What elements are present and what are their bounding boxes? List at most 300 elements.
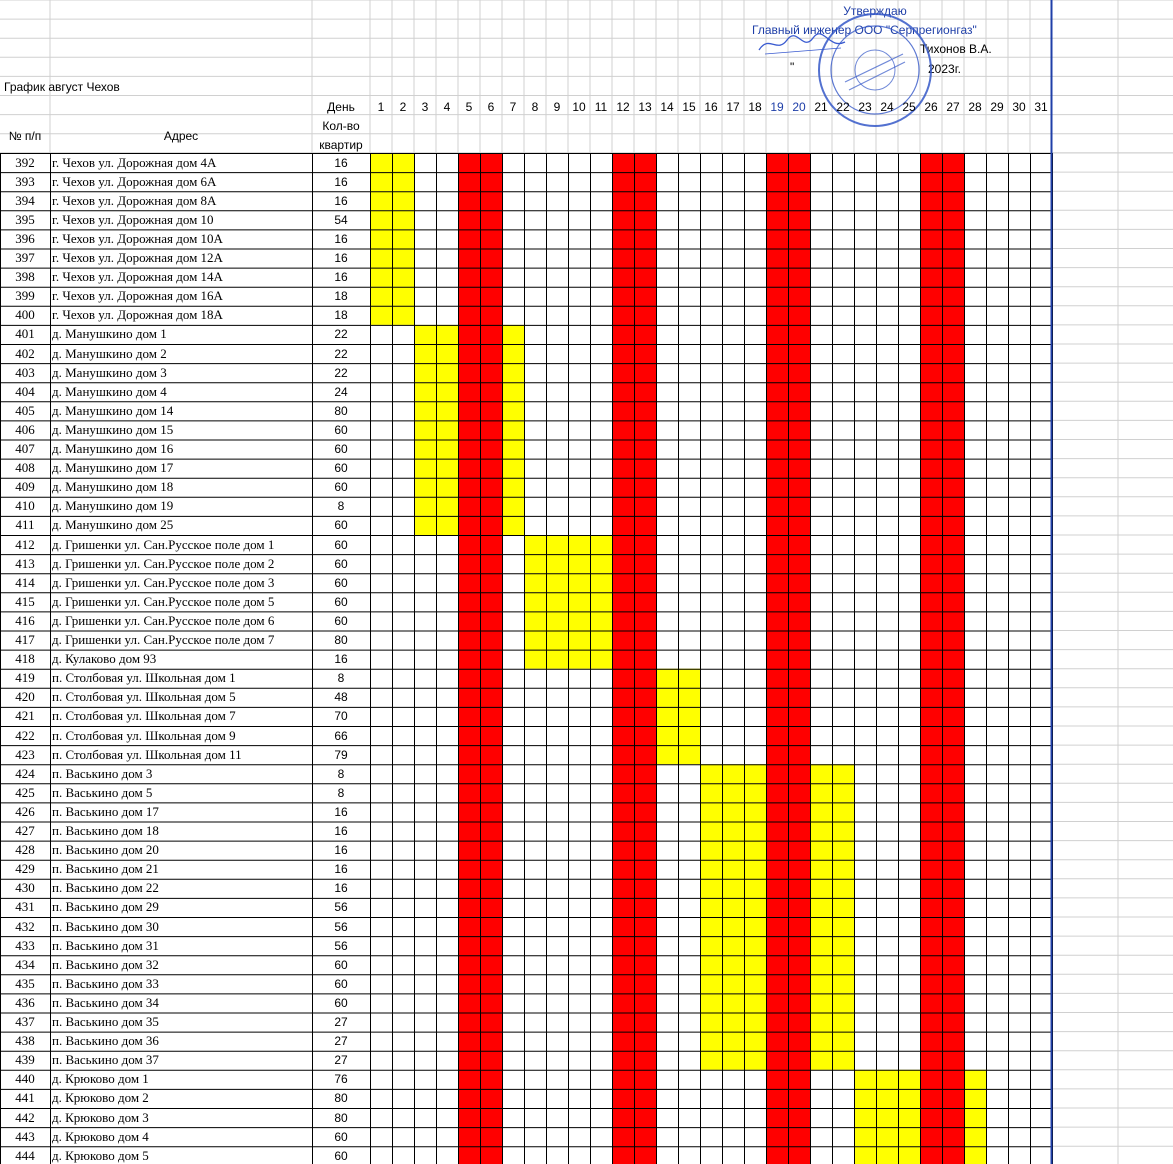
schedule-cell-yellow	[590, 650, 612, 669]
schedule-cell-yellow	[700, 822, 722, 841]
schedule-cell-yellow	[744, 783, 766, 802]
schedule-cell-yellow	[810, 898, 832, 917]
schedule-cell-yellow	[436, 459, 458, 478]
schedule-cell-yellow	[832, 917, 854, 936]
day-header-cell: 23	[858, 100, 872, 114]
schedule-cell-yellow	[700, 898, 722, 917]
schedule-cell-yellow	[590, 573, 612, 592]
schedule-cell-yellow	[722, 860, 744, 879]
row-number: 400	[15, 307, 35, 323]
schedule-cell-yellow	[370, 153, 392, 172]
schedule-cell-yellow	[832, 860, 854, 879]
schedule-cell-yellow	[722, 936, 744, 955]
schedule-cell-yellow	[722, 1013, 744, 1032]
row-number: 407	[15, 441, 35, 456]
row-address: п. Васькино дом 33	[52, 975, 159, 991]
schedule-cell-yellow	[810, 783, 832, 802]
row-address: п. Васькино дом 5	[52, 784, 153, 800]
schedule-cell-yellow	[546, 631, 568, 650]
row-number: 418	[15, 651, 35, 667]
row-flat-count: 27	[334, 1015, 348, 1029]
row-flat-count: 56	[334, 900, 348, 915]
schedule-cell-yellow	[392, 153, 414, 172]
row-flat-count: 27	[334, 1034, 348, 1049]
row-number: 421	[15, 708, 35, 724]
sheet-title: График август Чехов	[4, 80, 120, 94]
schedule-cell-yellow	[700, 860, 722, 879]
schedule-cell-yellow	[590, 611, 612, 630]
row-flat-count: 66	[334, 728, 348, 743]
day-header-cell: 24	[880, 100, 894, 114]
schedule-cell-yellow	[678, 745, 700, 764]
schedule-cell-yellow	[722, 783, 744, 802]
schedule-cell-yellow	[392, 306, 414, 325]
schedule-cell-yellow	[744, 860, 766, 879]
schedule-cell-yellow	[832, 993, 854, 1012]
row-number: 430	[15, 880, 35, 896]
row-flat-count: 60	[334, 976, 348, 991]
row-number: 443	[15, 1128, 35, 1144]
row-address: п. Васькино дом 29	[52, 899, 159, 915]
schedule-cell-yellow	[568, 611, 590, 630]
weekend-red-column	[766, 153, 788, 1164]
day-header-cell: 16	[704, 100, 718, 114]
schedule-cell-yellow	[744, 917, 766, 936]
schedule-cell-yellow	[524, 573, 546, 592]
row-flat-count: 56	[334, 938, 348, 953]
row-flat-count: 16	[334, 251, 348, 265]
schedule-cell-yellow	[656, 688, 678, 707]
schedule-cell-yellow	[436, 344, 458, 363]
schedule-cell-yellow	[700, 936, 722, 955]
schedule-cell-yellow	[568, 573, 590, 592]
row-number: 395	[15, 211, 35, 227]
row-flat-count: 60	[334, 461, 348, 476]
row-address: д. Манушкино дом 1	[52, 326, 167, 342]
row-flat-count: 60	[334, 957, 348, 972]
day-header-cell: 19	[770, 100, 784, 114]
row-flat-count: 16	[334, 824, 348, 838]
row-number: 406	[15, 421, 35, 437]
day-header-cell: 30	[1012, 100, 1026, 114]
schedule-cell-yellow	[700, 1051, 722, 1070]
row-flat-count: 79	[334, 747, 348, 762]
row-flat-count: 16	[334, 881, 348, 896]
schedule-cell-yellow	[414, 401, 436, 420]
schedule-cell-yellow	[656, 726, 678, 745]
schedule-cell-yellow	[524, 535, 546, 554]
row-flat-count: 18	[334, 308, 348, 323]
schedule-cell-yellow	[678, 688, 700, 707]
schedule-cell-yellow	[832, 841, 854, 860]
row-number: 396	[15, 230, 35, 246]
row-flat-count: 60	[334, 556, 348, 571]
schedule-cell-yellow	[502, 497, 524, 516]
schedule-cell-yellow	[832, 822, 854, 841]
schedule-cell-yellow	[744, 879, 766, 898]
row-flat-count: 76	[334, 1072, 348, 1087]
row-flat-count: 80	[334, 633, 348, 647]
schedule-cell-yellow	[370, 287, 392, 306]
row-flat-count: 22	[334, 365, 348, 380]
row-number: 442	[15, 1109, 35, 1125]
schedule-cell-yellow	[810, 955, 832, 974]
schedule-cell-yellow	[876, 1089, 898, 1108]
row-flat-count: 60	[334, 518, 348, 533]
weekend-red-column	[634, 153, 656, 1164]
row-address: д. Гришенки ул. Сан.Русское поле дом 5	[52, 593, 275, 609]
schedule-cell-yellow	[832, 764, 854, 783]
row-number: 444	[15, 1147, 35, 1163]
schedule-cell-yellow	[700, 1032, 722, 1051]
row-flat-count: 60	[334, 442, 348, 456]
approval-line2: Главный инженер ООО "Серпрегионгаз"	[752, 23, 977, 37]
schedule-cell-yellow	[810, 936, 832, 955]
schedule-cell-yellow	[964, 1108, 986, 1127]
row-flat-count: 48	[334, 690, 348, 705]
schedule-cell-yellow	[436, 478, 458, 497]
schedule-cell-yellow	[810, 841, 832, 860]
row-address: п. Васькино дом 32	[52, 956, 159, 972]
schedule-cell-yellow	[546, 611, 568, 630]
schedule-cell-yellow	[414, 325, 436, 344]
schedule-cell-yellow	[810, 1051, 832, 1070]
schedule-cell-yellow	[700, 1013, 722, 1032]
row-flat-count: 60	[334, 575, 348, 590]
row-flat-count: 60	[334, 995, 348, 1010]
schedule-cell-yellow	[722, 974, 744, 993]
schedule-cell-yellow	[722, 802, 744, 821]
schedule-cell-yellow	[700, 917, 722, 936]
row-address: д. Манушкино дом 19	[52, 498, 174, 514]
schedule-cell-yellow	[436, 401, 458, 420]
schedule-cell-yellow	[744, 802, 766, 821]
row-number: 397	[15, 250, 35, 265]
row-number: 431	[15, 899, 35, 915]
approval-year: 2023г.	[928, 62, 961, 76]
day-header-cell: 15	[682, 100, 696, 114]
schedule-cell-yellow	[854, 1070, 876, 1089]
schedule-cell-yellow	[700, 879, 722, 898]
row-address: п. Васькино дом 36	[52, 1033, 159, 1049]
schedule-cell-yellow	[810, 822, 832, 841]
row-flat-count: 8	[337, 499, 345, 514]
schedule-cell-yellow	[568, 535, 590, 554]
schedule-cell-yellow	[964, 1146, 986, 1164]
schedule-cell-yellow	[832, 1051, 854, 1070]
row-address: д. Манушкино дом 2	[52, 345, 167, 361]
day-header-cell: 4	[443, 100, 451, 114]
row-address: д. Манушкино дом 18	[52, 479, 174, 495]
schedule-cell-yellow	[568, 650, 590, 669]
schedule-cell-yellow	[876, 1127, 898, 1146]
row-number: 420	[15, 689, 35, 705]
row-number: 415	[15, 593, 35, 609]
schedule-cell-yellow	[656, 669, 678, 688]
row-address: д. Манушкино дом 17	[52, 460, 174, 476]
schedule-cell-yellow	[876, 1070, 898, 1089]
row-address: д. Гришенки ул. Сан.Русское поле дом 6	[52, 612, 275, 628]
schedule-cell-yellow	[898, 1089, 920, 1108]
row-flat-count: 60	[334, 480, 348, 495]
schedule-cell-yellow	[810, 1032, 832, 1051]
row-number: 410	[15, 498, 35, 514]
row-address: п. Столбовая ул. Школьная дом 11	[52, 746, 242, 762]
schedule-cell-yellow	[568, 554, 590, 573]
row-number: 392	[15, 154, 35, 170]
schedule-cell-yellow	[568, 592, 590, 611]
schedule-cell-yellow	[392, 249, 414, 268]
row-address: п. Васькино дом 30	[52, 918, 159, 934]
row-flat-count: 70	[334, 709, 348, 724]
row-number: 409	[15, 479, 35, 495]
schedule-cell-yellow	[722, 955, 744, 974]
row-address: п. Васькино дом 17	[52, 803, 159, 819]
schedule-cell-yellow	[590, 631, 612, 650]
day-header-cell: 12	[616, 100, 630, 114]
row-address: д. Крюково дом 1	[52, 1071, 149, 1087]
row-address: г. Чехов ул. Дорожная дом 4А	[52, 154, 217, 170]
schedule-cell-yellow	[964, 1089, 986, 1108]
schedule-cell-yellow	[546, 650, 568, 669]
schedule-cell-yellow	[854, 1108, 876, 1127]
schedule-cell-yellow	[832, 974, 854, 993]
schedule-cell-yellow	[744, 1032, 766, 1051]
row-address: д. Гришенки ул. Сан.Русское поле дом 2	[52, 555, 275, 571]
schedule-cell-yellow	[700, 974, 722, 993]
schedule-cell-yellow	[854, 1146, 876, 1164]
day-header-cell: 31	[1034, 100, 1048, 114]
schedule-cell-yellow	[964, 1070, 986, 1089]
row-address: г. Чехов ул. Дорожная дом 8А	[52, 192, 217, 208]
header-flats-line1: Кол-во	[322, 119, 360, 133]
schedule-cell-yellow	[832, 802, 854, 821]
schedule-cell-yellow	[832, 879, 854, 898]
schedule-cell-yellow	[700, 802, 722, 821]
schedule-cell-yellow	[414, 344, 436, 363]
schedule-cell-yellow	[436, 440, 458, 459]
row-number: 404	[15, 383, 35, 399]
row-address: г. Чехов ул. Дорожная дом 6А	[52, 173, 217, 189]
schedule-cell-yellow	[502, 382, 524, 401]
approval-date-quote: "	[790, 60, 795, 74]
schedule-cell-yellow	[414, 516, 436, 535]
row-flat-count: 22	[334, 327, 348, 342]
schedule-cell-yellow	[744, 993, 766, 1012]
row-flat-count: 8	[337, 671, 345, 686]
day-header-cell: 27	[946, 100, 960, 114]
schedule-cell-yellow	[700, 783, 722, 802]
row-address: п. Васькино дом 22	[52, 880, 159, 896]
schedule-cell-yellow	[722, 1032, 744, 1051]
row-number: 408	[15, 460, 35, 476]
schedule-cell-yellow	[810, 764, 832, 783]
day-header-cell: 8	[531, 100, 539, 114]
row-number: 436	[15, 994, 35, 1010]
row-number: 425	[15, 784, 35, 800]
row-flat-count: 18	[334, 289, 348, 304]
row-number: 422	[15, 727, 35, 743]
schedule-cell-yellow	[744, 841, 766, 860]
day-header-cell: 14	[660, 100, 674, 114]
schedule-cell-yellow	[744, 974, 766, 993]
schedule-cell-yellow	[436, 516, 458, 535]
day-header-cell: 21	[814, 100, 828, 114]
schedule-cell-yellow	[876, 1146, 898, 1164]
row-address: п. Столбовая ул. Школьная дом 7	[52, 708, 236, 724]
row-address: д. Гришенки ул. Сан.Русское поле дом 1	[52, 536, 275, 552]
schedule-cell-yellow	[502, 440, 524, 459]
schedule-cell-yellow	[744, 764, 766, 783]
schedule-cell-yellow	[810, 1013, 832, 1032]
day-header-cell: 18	[748, 100, 762, 114]
schedule-cell-yellow	[546, 592, 568, 611]
schedule-cell-yellow	[898, 1127, 920, 1146]
schedule-cell-yellow	[414, 478, 436, 497]
day-header-cell: 5	[465, 100, 473, 114]
row-address: д. Крюково дом 4	[52, 1128, 149, 1144]
schedule-cell-yellow	[898, 1070, 920, 1089]
schedule-cell-yellow	[832, 1032, 854, 1051]
weekend-red-column	[920, 153, 942, 1164]
row-address: п. Васькино дом 18	[52, 823, 159, 838]
day-header-cell: 2	[399, 100, 407, 114]
schedule-cell-yellow	[392, 191, 414, 210]
row-flat-count: 16	[334, 174, 348, 189]
schedule-cell-yellow	[656, 707, 678, 726]
row-number: 419	[15, 670, 35, 686]
schedule-cell-yellow	[678, 707, 700, 726]
row-address: д. Кулаково дом 93	[52, 651, 157, 667]
row-address: г. Чехов ул. Дорожная дом 12А	[52, 250, 223, 265]
schedule-cell-yellow	[832, 955, 854, 974]
schedule-cell-yellow	[810, 860, 832, 879]
schedule-cell-yellow	[700, 993, 722, 1012]
schedule-cell-yellow	[744, 955, 766, 974]
row-number: 411	[15, 517, 35, 533]
row-flat-count: 16	[334, 270, 348, 285]
row-address: г. Чехов ул. Дорожная дом 16А	[52, 288, 223, 304]
schedule-cell-yellow	[722, 764, 744, 783]
schedule-cell-yellow	[370, 172, 392, 191]
row-address: п. Васькино дом 31	[52, 937, 159, 953]
row-number: 432	[15, 918, 35, 934]
row-flat-count: 16	[334, 843, 348, 858]
row-address: п. Васькино дом 37	[52, 1052, 159, 1068]
schedule-cell-yellow	[436, 497, 458, 516]
schedule-cell-yellow	[678, 726, 700, 745]
row-number: 416	[15, 612, 35, 628]
schedule-cell-yellow	[810, 917, 832, 936]
row-address: д. Крюково дом 5	[52, 1147, 149, 1163]
row-number: 401	[15, 326, 35, 342]
row-address: г. Чехов ул. Дорожная дом 18А	[52, 307, 223, 323]
row-address: г. Чехов ул. Дорожная дом 10А	[52, 230, 223, 246]
weekend-red-column	[942, 153, 964, 1164]
row-flat-count: 16	[334, 155, 348, 170]
schedule-cell-yellow	[436, 325, 458, 344]
day-header-cell: 22	[836, 100, 850, 114]
row-flat-count: 16	[334, 652, 348, 667]
schedule-cell-yellow	[810, 879, 832, 898]
row-address: д. Манушкино дом 15	[52, 421, 174, 437]
row-address: д. Манушкино дом 4	[52, 383, 167, 399]
row-flat-count: 60	[334, 1129, 348, 1144]
row-number: 433	[15, 937, 35, 953]
row-flat-count: 16	[334, 193, 348, 208]
weekend-red-column	[458, 153, 480, 1164]
schedule-cell-yellow	[546, 535, 568, 554]
schedule-cell-yellow	[546, 573, 568, 592]
schedule-cell-yellow	[744, 898, 766, 917]
row-number: 417	[15, 632, 35, 647]
row-number: 405	[15, 402, 35, 418]
row-address: п. Васькино дом 21	[52, 861, 159, 877]
header-flats-line2: квартир	[319, 138, 363, 152]
row-flat-count: 60	[334, 594, 348, 609]
weekend-red-column	[480, 153, 502, 1164]
schedule-cell-yellow	[392, 172, 414, 191]
schedule-cell-yellow	[722, 879, 744, 898]
schedule-cell-yellow	[876, 1108, 898, 1127]
row-flat-count: 80	[334, 403, 348, 418]
schedule-cell-yellow	[414, 382, 436, 401]
row-number: 423	[15, 746, 35, 762]
row-number: 441	[15, 1090, 35, 1106]
schedule-cell-yellow	[392, 210, 414, 229]
schedule-cell-yellow	[810, 802, 832, 821]
row-address: д. Гришенки ул. Сан.Русское поле дом 7	[52, 632, 275, 647]
row-address: п. Васькино дом 20	[52, 842, 159, 858]
schedule-cell-yellow	[744, 936, 766, 955]
schedule-cell-yellow	[832, 898, 854, 917]
row-flat-count: 8	[337, 766, 345, 781]
row-number: 435	[15, 975, 35, 991]
day-header-cell: 7	[509, 100, 517, 114]
schedule-cell-yellow	[392, 268, 414, 287]
schedule-cell-yellow	[502, 401, 524, 420]
schedule-cell-yellow	[414, 420, 436, 439]
row-address: п. Васькино дом 35	[52, 1014, 159, 1029]
schedule-cell-yellow	[414, 440, 436, 459]
schedule-cell-yellow	[810, 974, 832, 993]
row-number: 440	[15, 1071, 35, 1087]
row-address: п. Столбовая ул. Школьная дом 5	[52, 689, 236, 705]
row-address: д. Манушкино дом 16	[52, 441, 174, 456]
schedule-cell-yellow	[502, 516, 524, 535]
schedule-cell-yellow	[524, 592, 546, 611]
day-header-cell: 13	[638, 100, 652, 114]
weekend-red-column	[612, 153, 634, 1164]
schedule-cell-yellow	[810, 993, 832, 1012]
schedule-cell-yellow	[678, 669, 700, 688]
schedule-cell-yellow	[722, 917, 744, 936]
schedule-cell-yellow	[722, 898, 744, 917]
schedule-cell-yellow	[722, 822, 744, 841]
day-header-cell: 28	[968, 100, 982, 114]
row-number: 429	[15, 861, 35, 877]
schedule-cell-yellow	[502, 325, 524, 344]
row-address: г. Чехов ул. Дорожная дом 10	[52, 211, 214, 227]
day-header-cell: 29	[990, 100, 1004, 114]
row-flat-count: 80	[334, 1110, 348, 1125]
row-flat-count: 54	[334, 212, 348, 227]
row-flat-count: 16	[334, 862, 348, 877]
schedule-cell-yellow	[502, 459, 524, 478]
row-address: д. Гришенки ул. Сан.Русское поле дом 3	[52, 574, 275, 590]
row-address: г. Чехов ул. Дорожная дом 14А	[52, 269, 223, 285]
schedule-cell-yellow	[744, 1051, 766, 1070]
